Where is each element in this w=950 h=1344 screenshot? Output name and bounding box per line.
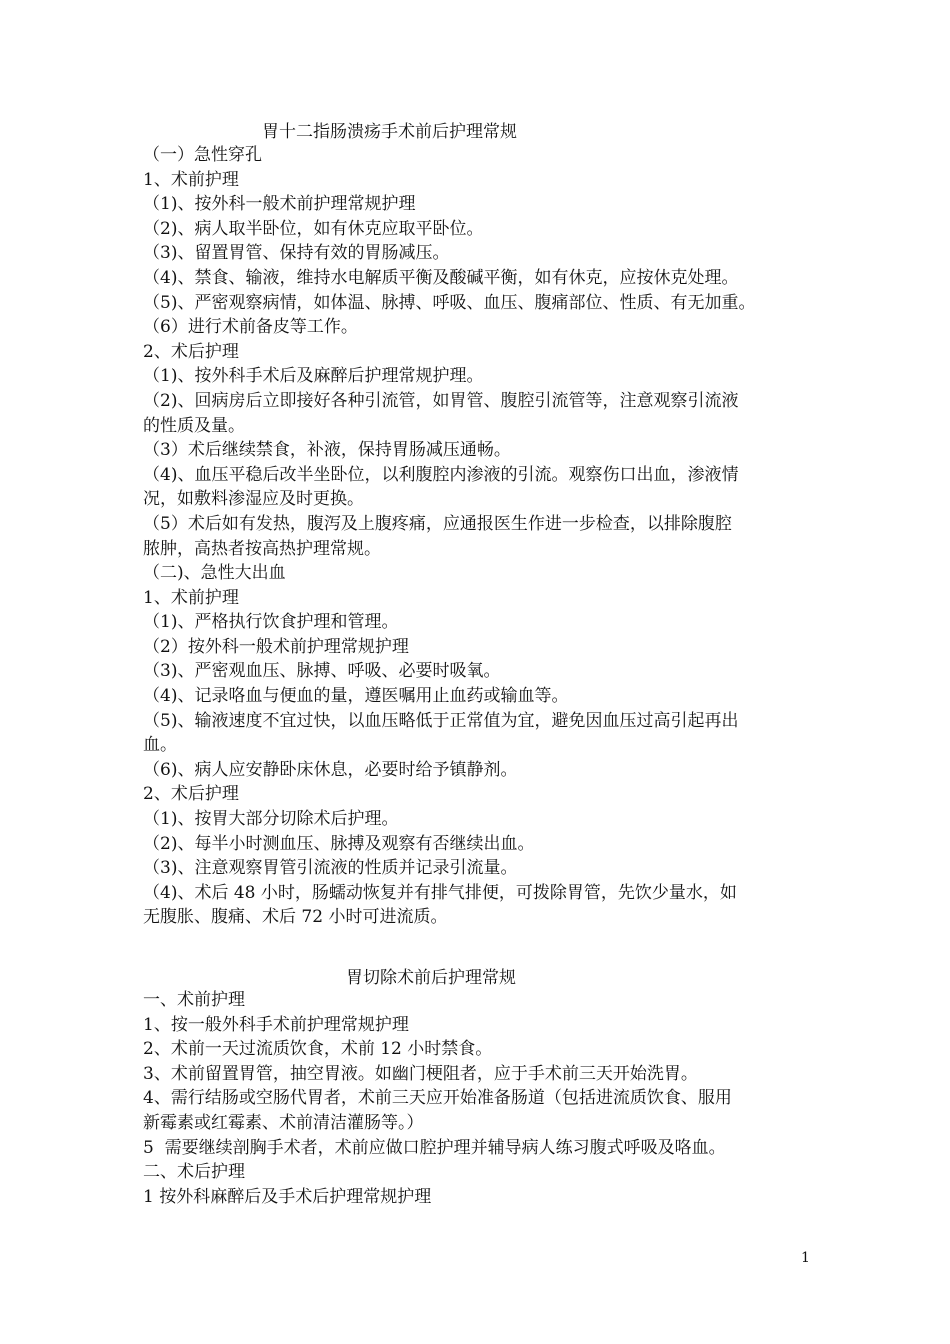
text-line: （一）急性穿孔	[143, 145, 262, 165]
text-line: （2)、病人取半卧位，如有休克应取平卧位。	[143, 218, 484, 239]
text-line: 况，如敷料渗湿应及时更换。	[143, 489, 364, 510]
text-line: 的性质及量。	[143, 415, 245, 436]
text-line: （1)、严格执行饮食护理和管理。	[143, 612, 399, 633]
text-line: （2)、每半小时测血压、脉搏及观察有否继续出血。	[143, 833, 535, 854]
text-line: （1)、按外科一般术前护理常规护理	[143, 194, 416, 215]
text-line: 1 按外科麻醉后及手术后护理常规护理	[143, 1186, 432, 1207]
text-line: 4、需行结肠或空肠代胃者，术前三天应开始准备肠道（包括进流质饮食、服用	[143, 1088, 732, 1109]
text-line: （1)、按胃大部分切除术后护理。	[143, 809, 399, 830]
text-line: （2)、回病房后立即接好各种引流管，如胃管、腹腔引流管等，注意观察引流液	[143, 390, 739, 411]
text-line: （5)、严密观察病情，如体温、脉搏、呼吸、血压、腹痛部位、性质、有无加重。	[143, 292, 756, 313]
text-line: （6）进行术前备皮等工作。	[143, 317, 358, 338]
text-line: （5）术后如有发热，腹泻及上腹疼痛，应通报医生作进一步检查，以排除腹腔	[143, 513, 732, 534]
text-line: 5 需要继续剖胸手术者，术前应做口腔护理并辅导病人练习腹式呼吸及咯血。	[143, 1137, 726, 1158]
section1-title: 胃十二指肠溃疡手术前后护理常规	[262, 122, 517, 142]
text-line: 一、术前护理	[143, 990, 245, 1010]
text-line: 1、术前护理	[143, 169, 239, 190]
text-line: （二)、急性大出血	[143, 563, 286, 584]
text-line: （3)、留置胃管、保持有效的胃肠减压。	[143, 243, 450, 264]
section2-title: 胃切除术前后护理常规	[346, 968, 516, 988]
text-line: （2）按外科一般术前护理常规护理	[143, 636, 409, 657]
text-line: 无腹胀、腹痛、术后 72 小时可进流质。	[143, 907, 448, 928]
text-line: （3）术后继续禁食，补液，保持胃肠减压通畅。	[143, 440, 511, 461]
text-line: 1、术前护理	[143, 587, 239, 608]
text-line: （3)、注意观察胃管引流液的性质并记录引流量。	[143, 858, 518, 879]
text-line: （6)、病人应安静卧床休息，必要时给予镇静剂。	[143, 759, 518, 780]
text-line: 2、术后护理	[143, 784, 239, 805]
text-line: 3、术前留置胃管，抽空胃液。如幽门梗阻者，应于手术前三天开始洗胃。	[143, 1063, 698, 1084]
text-line: 2、术前一天过流质饮食，术前 12 小时禁食。	[143, 1039, 493, 1060]
text-line: 二、术后护理	[143, 1162, 245, 1183]
text-line: （4)、术后 48 小时，肠蠕动恢复并有排气排便，可拨除胃管，先饮少量水，如	[143, 882, 737, 903]
text-line: 新霉素或红霉素、术前清洁灌肠等。）	[143, 1112, 424, 1133]
text-line: 2、术后护理	[143, 341, 239, 362]
section1-body	[143, 143, 815, 930]
text-line: （4)、记录咯血与便血的量，遵医嘱用止血药或输血等。	[143, 686, 569, 707]
text-line: （3)、严密观血压、脉搏、呼吸、必要时吸氧。	[143, 661, 501, 682]
text-line: （5)、输液速度不宜过快，以血压略低于正常值为宜，避免因血压过高引起再出	[143, 710, 739, 731]
text-line: （4)、禁食、输液，维持水电解质平衡及酸碱平衡，如有休克，应按休克处理。	[143, 267, 739, 288]
text-line: 血。	[143, 735, 177, 756]
text-line: （1)、按外科手术后及麻醉后护理常规护理。	[143, 366, 484, 387]
text-line: （4)、血压平稳后改半坐卧位，以利腹腔内渗液的引流。观察伤口出血，渗液情	[143, 464, 739, 485]
text-line: 脓肿，高热者按高热护理常规。	[143, 538, 381, 559]
text-line: 1、按一般外科手术前护理常规护理	[143, 1014, 409, 1035]
page-number: 1	[801, 1250, 810, 1266]
section2-body	[143, 988, 815, 1209]
